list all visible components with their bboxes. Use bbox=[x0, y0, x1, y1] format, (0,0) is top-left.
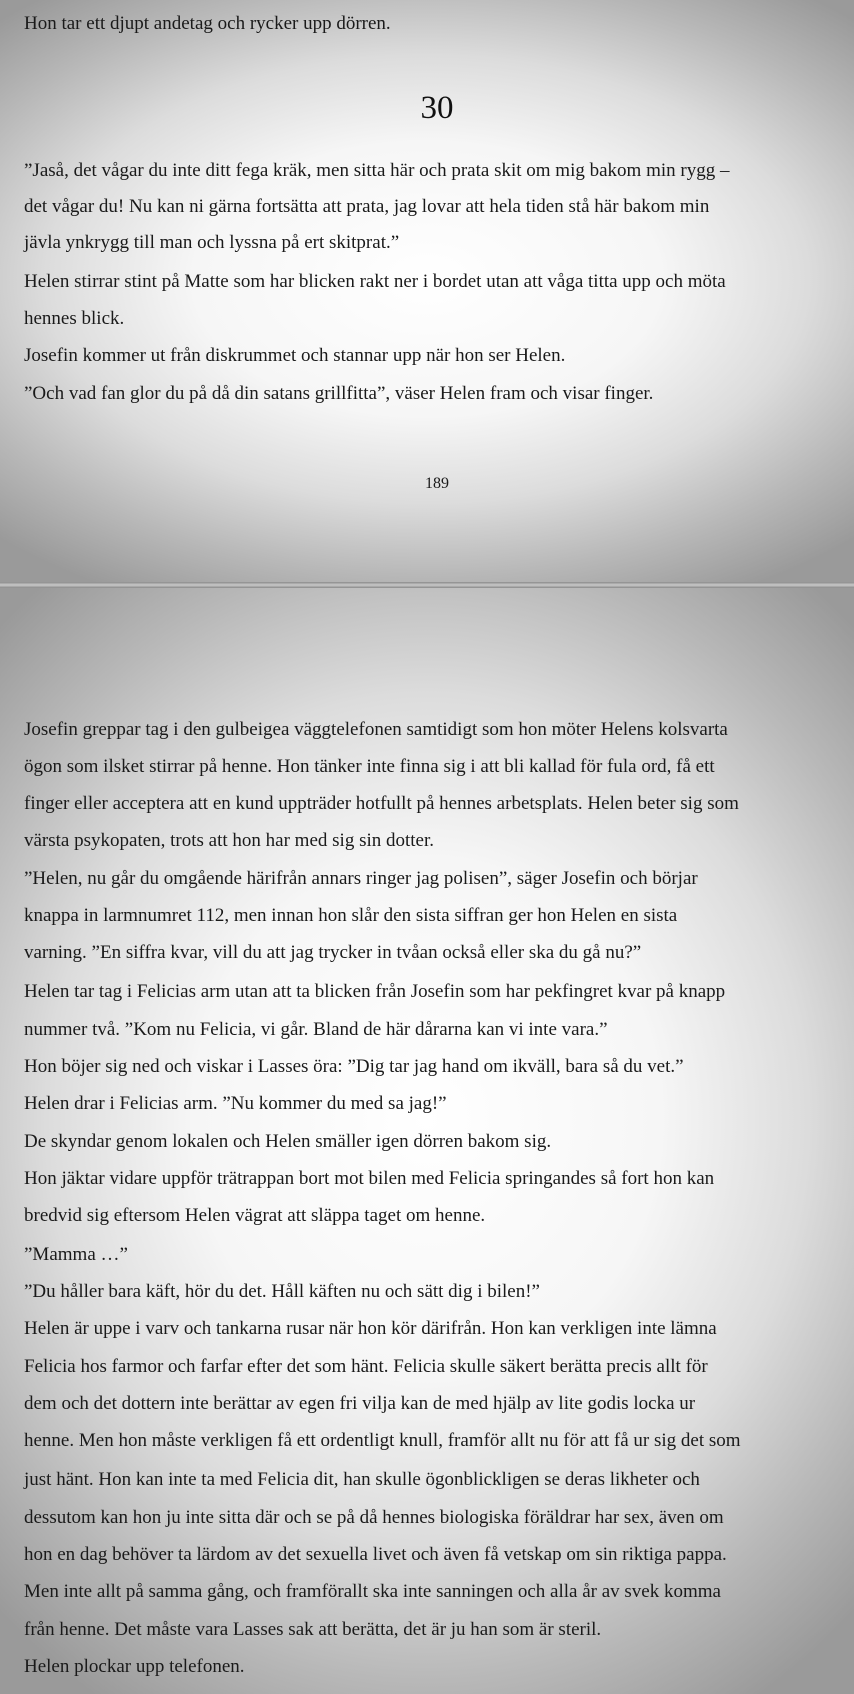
text-line: ”Helen, nu går du omgående härifrån annars ringer jag polisen”, säger Josefin och börjar bbox=[24, 868, 698, 889]
text-line: hennes blick. bbox=[24, 308, 125, 329]
text-line: Josefin greppar tag i den gulbeigea väggtelefonen samtidigt som hon möter Helens kolsvarta bbox=[24, 719, 728, 740]
text-line: Hon jäktar vidare uppför trätrappan bort mot bilen med Felicia springandes så fort hon kan bbox=[24, 1168, 715, 1189]
text-line: Helen drar i Felicias arm. ”Nu kommer du med sa jag!” bbox=[24, 1093, 447, 1114]
text-line: Helen stirrar stint på Matte som har blicken rakt ner i bordet utan att våga titta upp och möta bbox=[24, 271, 726, 292]
text-line: nummer två. ”Kom nu Felicia, vi går. Bland de här dårarna kan vi inte vara.” bbox=[24, 1019, 608, 1040]
text-line: varning. ”En siffra kvar, vill du att jag trycker in tvåan också eller ska du gå nu?” bbox=[24, 942, 642, 963]
page-bottom bbox=[0, 588, 854, 1694]
text-line: finger eller acceptera att en kund uppträder hotfullt på hennes arbetsplats. Helen beter sig som bbox=[24, 793, 739, 814]
chapter-number: 30 bbox=[420, 90, 454, 126]
text-line: knappa in larmnumret 112, men innan hon slår den sista siffran ger hon Helen en sista bbox=[24, 905, 678, 926]
text-line: De skyndar genom lokalen och Helen smäller igen dörren bakom sig. bbox=[24, 1131, 552, 1152]
text-line: ”Och vad fan glor du på då din satans grillfitta”, väser Helen fram och visar finger. bbox=[24, 383, 654, 404]
text-line: Josefin kommer ut från diskrummet och stannar upp när hon ser Helen. bbox=[24, 345, 566, 366]
text-line: henne. Men hon måste verkligen få ett ordentligt knull, framför allt nu för att få ur sig det som bbox=[24, 1430, 741, 1451]
text-line: ”Mamma …” bbox=[24, 1244, 128, 1265]
text-line: värsta psykopaten, trots att hon har med sig sin dotter. bbox=[24, 830, 435, 851]
text-line: ”Du håller bara käft, hör du det. Håll käften nu och sätt dig i bilen!” bbox=[24, 1281, 540, 1302]
text-line: dessutom kan hon ju inte sitta där och se på då hennes biologiska föräldrar har sex, även om bbox=[24, 1507, 724, 1528]
text-line: Helen plockar upp telefonen. bbox=[24, 1656, 245, 1677]
text-line: ”Jaså, det vågar du inte ditt fega kräk, men sitta här och prata skit om mig bakom min rygg – bbox=[24, 160, 730, 181]
text-line: hon en dag behöver ta lärdom av det sexuella livet och även få vetskap om sin riktiga pappa. bbox=[24, 1544, 727, 1565]
page-top bbox=[0, 0, 854, 582]
text-line: Hon böjer sig ned och viskar i Lasses öra: ”Dig tar jag hand om ikväll, bara så du vet.” bbox=[24, 1056, 684, 1077]
text-line: jävla ynkrygg till man och lyssna på ert skitprat.” bbox=[24, 232, 400, 253]
text-line: från henne. Det måste vara Lasses sak att berätta, det är ju han som är steril. bbox=[24, 1619, 602, 1640]
text-line: just hänt. Hon kan inte ta med Felicia dit, han skulle ögonblickligen se deras likheter och bbox=[24, 1469, 700, 1490]
text-line: Helen tar tag i Felicias arm utan att ta blicken från Josefin som har pekfingret kvar på knapp bbox=[24, 981, 726, 1002]
text-line: Hon tar ett djupt andetag och rycker upp dörren. bbox=[24, 13, 391, 34]
text-line: Felicia hos farmor och farfar efter det som hänt. Felicia skulle säkert berätta precis allt för bbox=[24, 1356, 708, 1377]
text-line: bredvid sig eftersom Helen vägrat att släppa taget om henne. bbox=[24, 1205, 486, 1226]
page-number: 189 bbox=[425, 475, 449, 492]
text-line: det vågar du! Nu kan ni gärna fortsätta att prata, jag lovar att hela tiden stå här bakom min bbox=[24, 196, 710, 217]
text-line: Men inte allt på samma gång, och framförallt ska inte sanningen och alla år av svek komma bbox=[24, 1581, 721, 1602]
text-line: Helen är uppe i varv och tankarna rusar när hon kör därifrån. Hon kan verkligen inte lämna bbox=[24, 1318, 717, 1339]
text-line: ögon som ilsket stirrar på henne. Hon tänker inte finna sig i att bli kallad för fula ord, få ett bbox=[24, 756, 715, 777]
text-line: dem och det dottern inte berättar av egen fri vilja kan de med hjälp av lite godis locka ur bbox=[24, 1393, 696, 1414]
